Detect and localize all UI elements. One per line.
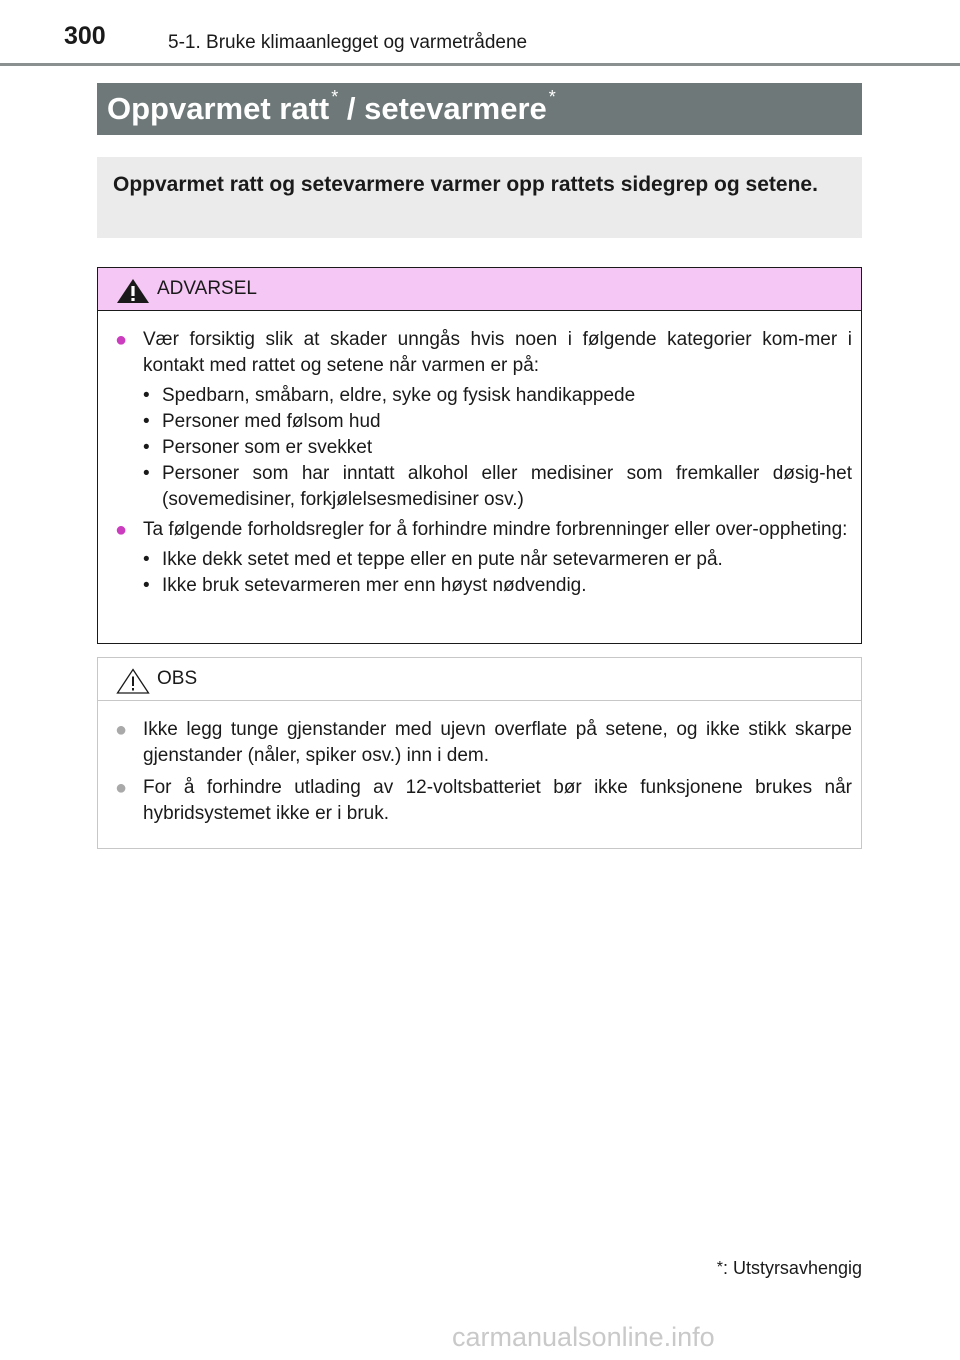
notice-header	[98, 658, 861, 701]
warning-label: ADVARSEL	[157, 278, 257, 299]
warning-body	[98, 311, 861, 599]
footnote	[717, 1258, 862, 1279]
footnote-text: : Utstyrsavhengig	[722, 1258, 862, 1278]
notice-label: OBS	[157, 668, 198, 689]
list-item	[143, 461, 852, 513]
page-number: 300	[64, 22, 106, 50]
notice-body	[98, 701, 861, 827]
sub-bullet: •	[143, 411, 150, 432]
list-item-text: Personer med følsom hud	[162, 411, 381, 432]
sub-bullet: •	[143, 549, 150, 570]
warning-box	[97, 267, 862, 644]
warning-sublist	[115, 383, 852, 513]
header-divider	[0, 63, 960, 66]
warning-item-text: Vær forsiktig slik at skader unngås hvis noen i følgende kategorier kom-mer i kontakt med rattet og setene når varmen er på:	[143, 329, 852, 376]
intro-text: Oppvarmet ratt og setevarmere varmer opp rattets sidegrep og setene.	[113, 173, 818, 196]
list-item	[143, 383, 852, 409]
notice-item	[115, 717, 852, 769]
list-item-text: Ikke bruk setevarmeren mer enn høyst nødvendig.	[162, 575, 587, 596]
section-title	[97, 83, 862, 135]
caution-outline-triangle-icon	[115, 667, 151, 695]
bullet-icon: ●	[115, 777, 128, 799]
sub-bullet: •	[143, 575, 150, 596]
bullet-icon: ●	[115, 519, 128, 541]
chapter-title: 5-1. Bruke klimaanlegget og varmetrådene	[168, 32, 528, 53]
list-item	[143, 435, 852, 461]
warning-item-text: Ta følgende forholdsregler for å forhindre mindre forbrenninger eller over-oppheting:	[143, 519, 848, 540]
list-item-text: Personer som er svekket	[162, 437, 373, 458]
list-item-text: Spedbarn, småbarn, eldre, syke og fysisk handikappede	[162, 385, 636, 406]
warning-sublist	[115, 547, 852, 599]
equipment-marker: *	[548, 87, 556, 107]
notice-item-text: For å forhindre utlading av 12-voltsbatteriet bør ikke funksjonene brukes når hybridsystemet ikke er i bruk.	[143, 777, 852, 824]
list-item-text: Personer som har inntatt alkohol eller medisiner som fremkaller døsig-het (sovemedisiner, forkjølelsesmedisiner osv.)	[162, 463, 852, 510]
bullet-icon: ●	[115, 329, 128, 351]
notice-item	[115, 775, 852, 827]
intro-box	[97, 157, 862, 238]
watermark: carmanualsonline.info	[452, 1322, 715, 1352]
list-item	[143, 409, 852, 435]
section-title-part1: Oppvarmet ratt	[107, 91, 330, 126]
list-item	[143, 573, 852, 599]
sub-bullet: •	[143, 385, 150, 406]
sub-bullet: •	[143, 463, 150, 484]
bullet-icon: ●	[115, 719, 128, 741]
warning-header	[98, 268, 861, 311]
list-item	[143, 547, 852, 573]
warning-item	[115, 327, 852, 379]
warning-triangle-icon	[115, 277, 151, 305]
notice-item-text: Ikke legg tunge gjenstander med ujevn overflate på setene, og ikke stikk skarpe gjenstander (nåler, spiker osv.) inn i dem.	[143, 719, 852, 766]
footnote-marker: *	[716, 1259, 723, 1276]
section-title-part2: / setevarmere	[338, 91, 547, 126]
warning-item	[115, 517, 852, 543]
page-header	[0, 0, 960, 66]
notice-box	[97, 657, 862, 849]
equipment-marker: *	[331, 87, 339, 107]
sub-bullet: •	[143, 437, 150, 458]
list-item-text: Ikke dekk setet med et teppe eller en pute når setevarmeren er på.	[162, 549, 723, 570]
